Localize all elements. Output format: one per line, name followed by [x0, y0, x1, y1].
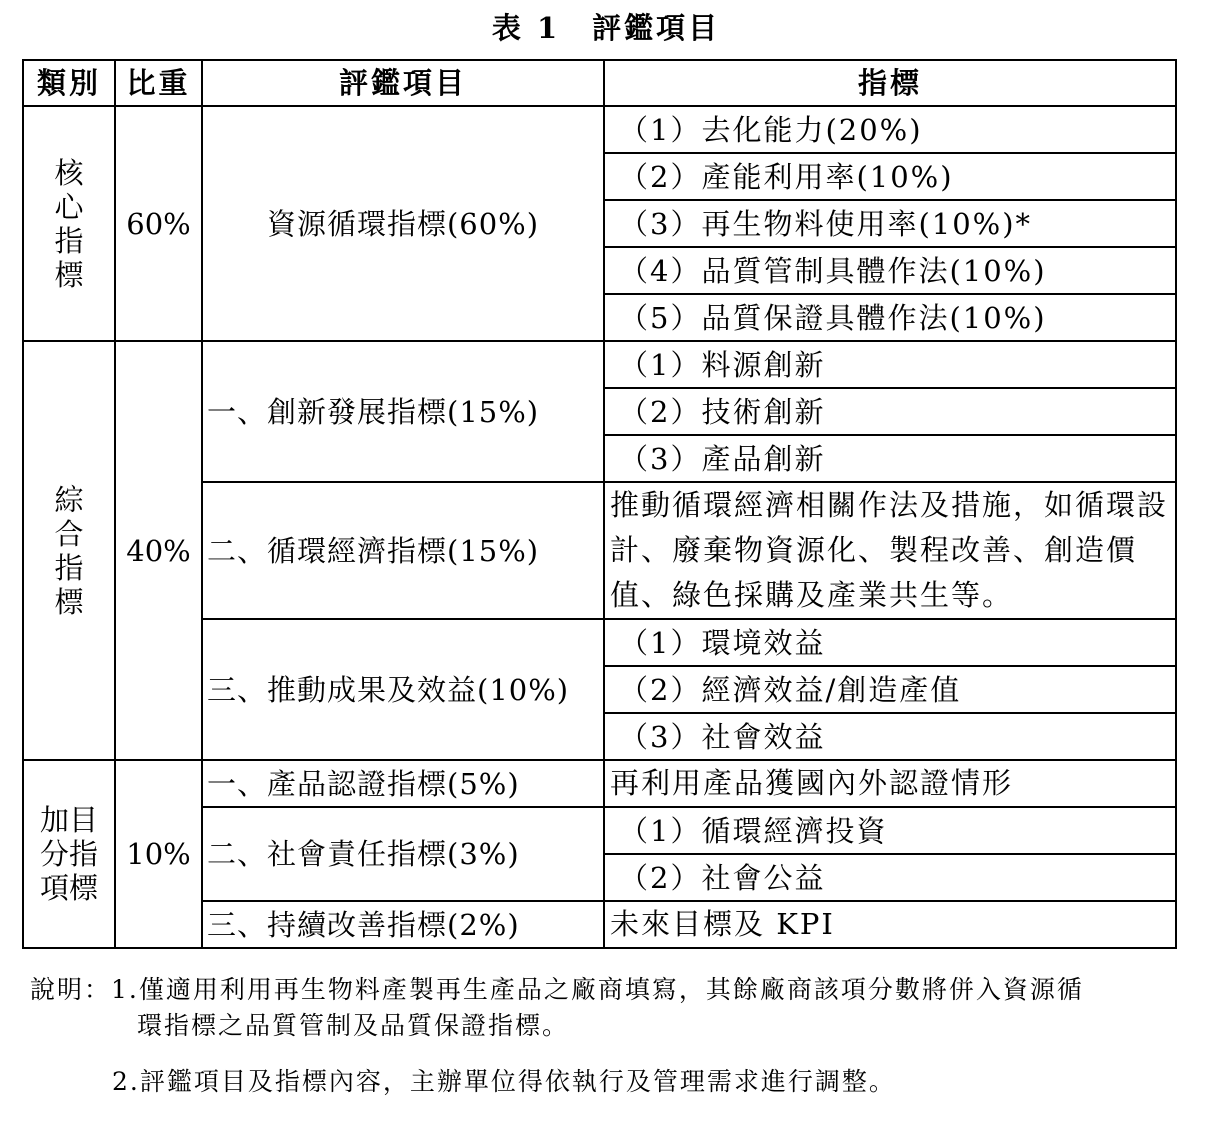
indicator-cell: （2）社會公益 [604, 854, 1176, 901]
table-row [23, 760, 1176, 807]
indicator-cell: 再利用產品獲國內外認證情形 [604, 760, 1176, 807]
item-product-cert: 一、產品認證指標(5%) [202, 760, 604, 807]
note-1-text: 說明：1.僅適用利用再生物料產製再生產品之廠商填寫，其餘廠商該項分數將併入資源循 [30, 975, 1084, 1004]
item-social-responsibility: 二、社會責任指標(3%) [202, 807, 604, 901]
indicator-cell: （2）經濟效益/創造產值 [604, 666, 1176, 713]
weight-bonus: 10% [115, 760, 202, 948]
note-2: 2.評鑑項目及指標內容，主辦單位得依執行及管理需求進行調整。 [112, 1067, 896, 1096]
note-1-continuation: 環指標之品質管制及品質保證指標。 [137, 1011, 570, 1040]
table-row [23, 341, 1176, 388]
header-weight: 比重 [115, 60, 202, 106]
category-bonus: 加目 分指 項標 [23, 760, 115, 948]
note-1 [30, 972, 1084, 1044]
indicator-cell: （2）產能利用率(10%) [604, 153, 1176, 200]
indicator-cell: （1）料源創新 [604, 341, 1176, 388]
item-results-benefits: 三、推動成果及效益(10%) [202, 619, 604, 760]
category-core: 核 心 指 標 [23, 106, 115, 341]
indicator-cell: （3）社會效益 [604, 713, 1176, 760]
indicator-paragraph: 推動循環經濟相關作法及措施，如循環設計、廢棄物資源化、製程改善、創造價值、綠色採購及產業共生等。 [604, 482, 1176, 619]
item-innovation: 一、創新發展指標(15%) [202, 341, 604, 482]
weight-comprehensive: 40% [115, 341, 202, 760]
indicator-cell: （1）循環經濟投資 [604, 807, 1176, 854]
header-item: 評鑑項目 [202, 60, 604, 106]
evaluation-table [22, 59, 1177, 949]
indicator-cell: （3）再生物料使用率(10%)* [604, 200, 1176, 247]
category-comprehensive: 綜 合 指 標 [23, 341, 115, 760]
header-row [23, 60, 1176, 106]
table-title: 表 1 評鑑項目 [491, 11, 721, 45]
indicator-cell: （1）環境效益 [604, 619, 1176, 666]
indicator-cell: （3）產品創新 [604, 435, 1176, 482]
header-category: 類別 [23, 60, 115, 106]
item-circular-economy: 二、循環經濟指標(15%) [202, 482, 604, 619]
indicator-cell: （1）去化能力(20%) [604, 106, 1176, 153]
weight-core: 60% [115, 106, 202, 341]
indicator-cell: （4）品質管制具體作法(10%) [604, 247, 1176, 294]
item-continuous-improvement: 三、持續改善指標(2%) [202, 901, 604, 948]
indicator-cell: （5）品質保證具體作法(10%) [604, 294, 1176, 341]
header-indicator: 指標 [604, 60, 1176, 106]
indicator-cell: 未來目標及 KPI [604, 901, 1176, 948]
table-row [23, 106, 1176, 153]
item-resource-cycle: 資源循環指標(60%) [202, 106, 604, 341]
indicator-cell: （2）技術創新 [604, 388, 1176, 435]
